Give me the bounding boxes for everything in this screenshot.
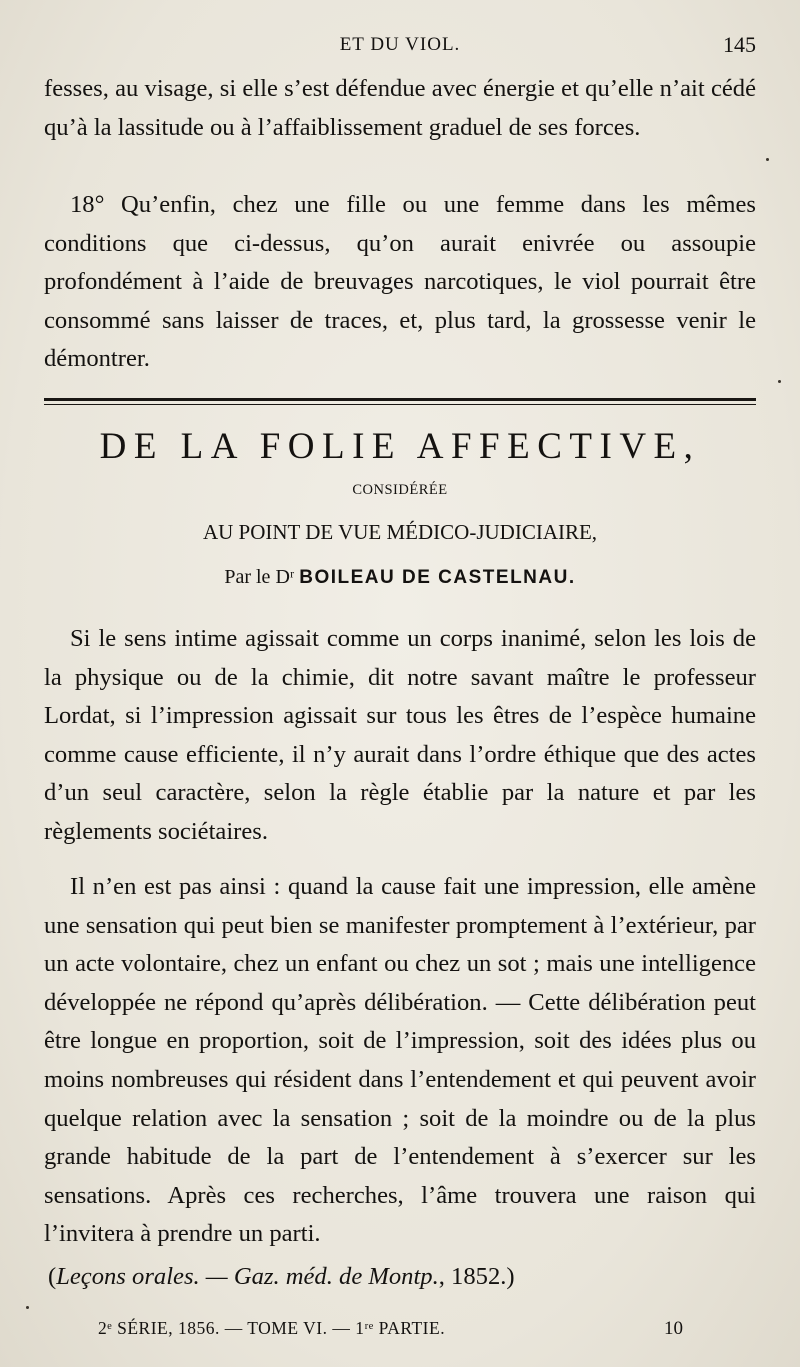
ink-speck bbox=[26, 1306, 29, 1309]
item-18-paragraph: 18° Qu’enfin, chez une fille ou une femme dans les mêmes conditions que ci-dessus, qu’on aurait enivrée ou assoupie profondément à l’aide de breuvages narcotiques, le viol pourrait être consommé sans laisser de traces, et, plus tard, la grossesse venir le démontrer. bbox=[44, 191, 756, 373]
citation-source: Leçons orales. — Gaz. méd. de Montp. bbox=[56, 1263, 439, 1290]
running-title: ET DU VIOL. bbox=[339, 34, 461, 55]
byline-prefix: Par le Dʳ bbox=[224, 566, 295, 588]
article-subtitle: AU POINT DE VUE MÉDICO-JUDICIAIRE, bbox=[202, 520, 598, 544]
article-paragraph-1: Si le sens intime agissait comme un corps inanimé, selon les lois de la physique ou de la chimie, dit notre savant maître le professeur Lordat, si l’impression agissait sur tous les êtres de l’espèce humaine comme cause efficiente, il n’y aurait dans l’ordre éthique que des actes d’un seul caractère, selon la règle établie par la nature et par les règlements sociétaires. bbox=[44, 625, 756, 845]
ink-speck bbox=[766, 158, 769, 161]
article-considered-label: CONSIDÉRÉE bbox=[352, 482, 448, 498]
citation-open: ( bbox=[48, 1263, 57, 1290]
section-divider-thick bbox=[44, 398, 756, 401]
ink-speck bbox=[778, 380, 781, 383]
series-line: 2ᵉ SÉRIE, 1856. — TOME VI. — 1ʳᵉ PARTIE. bbox=[98, 1318, 446, 1338]
citation bbox=[48, 1263, 515, 1291]
citation-year: , 1852.) bbox=[438, 1263, 515, 1290]
page-number: 145 bbox=[723, 32, 756, 57]
article-byline bbox=[0, 566, 800, 589]
section-divider-thin bbox=[44, 404, 756, 405]
continued-paragraph: fesses, au visage, si elle s’est défendue avec énergie et qu’elle n’ait cédé qu’à la lassitude ou à l’affaiblissement graduel de ses forces. bbox=[44, 75, 756, 141]
article-title: DE LA FOLIE AFFECTIVE, bbox=[99, 426, 701, 467]
page-header bbox=[0, 34, 800, 64]
article-paragraph-2: Il n’en est pas ainsi : quand la cause fait une impression, elle amène une sensation qui peut bien se manifester promptement à l’extérieur, par un acte volontaire, chez un enfant ou chez un sot ; mais une intelligence développée ne répond qu’après délibération. — Cette délibération peut être longue en proportion, soit de l’impression, soit des idées plus ou moins nombreuses qui résident dans l’entendement et qui peuvent avoir quelque relation avec la sensation ; soit de la moindre ou de la plus grande habitude de la part de l’entendement à s’exercer sur les sensations. Après ces recherches, l’âme trouvera une raison qui l’invitera à prendre un parti. bbox=[44, 873, 756, 1248]
page-footer bbox=[0, 1318, 800, 1344]
signature-mark: 10 bbox=[664, 1318, 683, 1339]
author-name: BOILEAU DE CASTELNAU. bbox=[299, 567, 576, 588]
